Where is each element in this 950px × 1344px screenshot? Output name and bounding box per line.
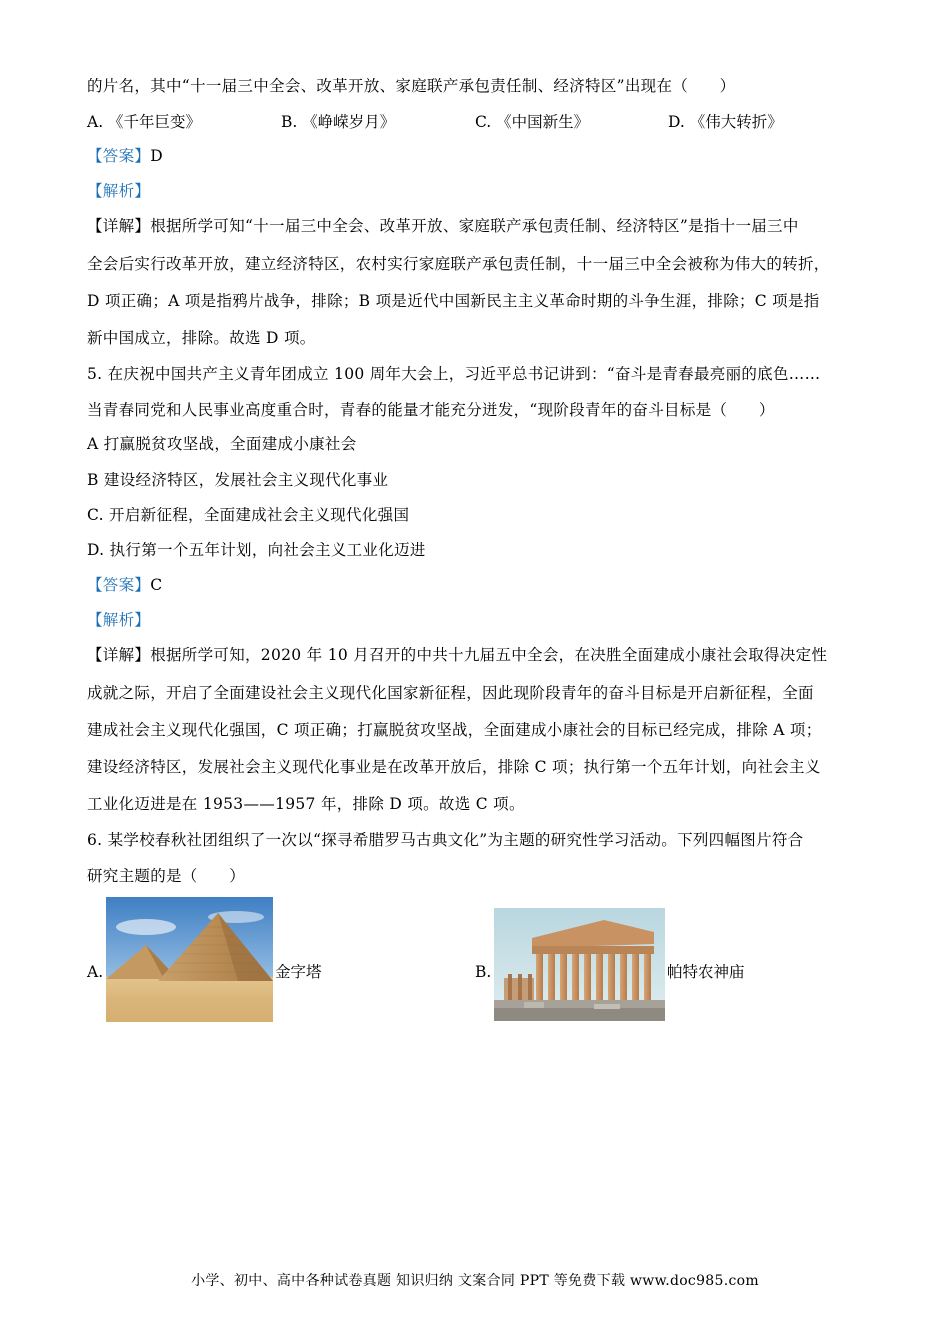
q5-answer: [87, 575, 162, 595]
q5-option-b: B 建设经济特区，发展社会主义现代化事业: [87, 471, 389, 489]
q6-option-b-caption: 帕特农神庙: [667, 963, 745, 981]
detail-tag: 【详解】: [87, 217, 151, 235]
q5-detail-line-1: [87, 645, 827, 665]
answer-tag: 【答案】: [87, 576, 151, 594]
q4-analysis: [87, 181, 150, 201]
q4-option-b: B. 《峥嵘岁月》: [281, 113, 396, 131]
q5-option-c: C. 开启新征程，全面建成社会主义现代化强国: [87, 506, 410, 524]
detail-text: 根据所学可知“十一届三中全会、改革开放、家庭联产承包责任制、经济特区”是指十一届三中: [150, 217, 799, 235]
q5-detail-line-2: 成就之际，开启了全面建设社会主义现代化国家新征程，因此现阶段青年的奋斗目标是开启新征程，全面: [87, 684, 814, 702]
detail-tag: 【详解】: [87, 646, 151, 664]
q4-answer: [87, 146, 163, 166]
page-footer: 小学、初中、高中各种试卷真题 知识归纳 文案合同 PPT 等免费下载 www.doc985.com: [191, 1273, 759, 1289]
q6-option-b-letter: B.: [475, 963, 492, 981]
pyramids-photo: [106, 897, 273, 1022]
q4-option-d: D. 《伟大转折》: [668, 113, 783, 131]
answer-value: C: [150, 576, 163, 594]
answer-value: D: [150, 147, 163, 165]
parthenon-photo: [494, 908, 665, 1021]
q5-detail-line-4: 建设经济特区，发展社会主义现代化事业是在改革开放后，排除 C 项；执行第一个五年计划，向社会主义: [87, 758, 821, 776]
q6-option-a-letter: A.: [87, 963, 104, 981]
q4-stem-tail: 的片名，其中“十一届三中全会、改革开放、家庭联产承包责任制、经济特区”出现在（ ）: [87, 77, 736, 95]
q4-option-a: A. 《千年巨变》: [87, 113, 202, 131]
q5-option-a: A 打赢脱贫攻坚战，全面建成小康社会: [87, 435, 357, 453]
q5-detail-line-5: 工业化迈进是在 1953——1957 年，排除 D 项。故选 C 项。: [87, 795, 525, 813]
q6-option-a-caption: 金字塔: [275, 963, 322, 981]
detail-text: 根据所学可知，2020 年 10 月召开的中共十九届五中全会，在决胜全面建成小康社会取得决定性: [150, 646, 828, 664]
q5-analysis: [87, 610, 150, 630]
q4-detail-line-1: [87, 216, 799, 236]
analysis-tag: 【解析】: [87, 611, 151, 629]
q4-detail-line-3: D 项正确；A 项是指鸦片战争，排除；B 项是近代中国新民主主义革命时期的斗争生涯，排除；C 项是指: [87, 292, 820, 310]
analysis-tag: 【解析】: [87, 182, 151, 200]
q6-stem-line-1: 6. 某学校春秋社团组织了一次以“探寻希腊罗马古典文化”为主题的研究性学习活动。下列四幅图片符合: [87, 831, 804, 849]
q5-stem-line-2: 当青春同党和人民事业高度重合时，青春的能量才能充分迸发，“现阶段青年的奋斗目标是（ ）: [87, 401, 775, 419]
q4-detail-line-4: 新中国成立，排除。故选 D 项。: [87, 329, 316, 347]
q4-detail-line-2: 全会后实行改革开放，建立经济特区，农村实行家庭联产承包责任制，十一届三中全会被称为伟大的转折，: [87, 255, 830, 273]
q5-option-d: D. 执行第一个五年计划，向社会主义工业化迈进: [87, 541, 426, 559]
q5-stem-line-1: 5. 在庆祝中国共产主义青年团成立 100 周年大会上，习近平总书记讲到：“奋斗是青春最亮丽的底色……: [87, 365, 821, 383]
answer-tag: 【答案】: [87, 147, 151, 165]
q6-stem-line-2: 研究主题的是（ ）: [87, 867, 246, 885]
q4-option-c: C. 《中国新生》: [475, 113, 590, 131]
q5-detail-line-3: 建成社会主义现代化强国，C 项正确；打赢脱贫攻坚战，全面建成小康社会的目标已经完成，排除 A 项；: [87, 721, 822, 739]
